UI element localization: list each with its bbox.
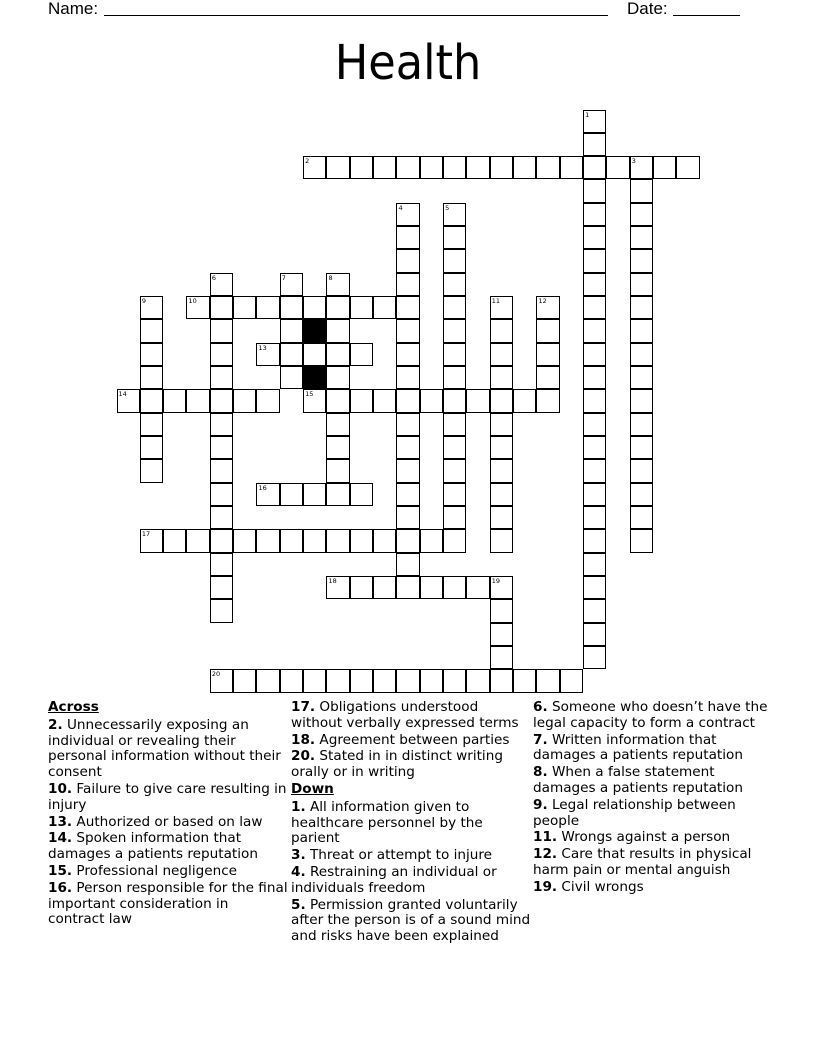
clue-down-5: 5. Permission granted voluntarily after the person is of a sound mind and risks have been explained	[291, 896, 531, 945]
crossword-cell[interactable]	[536, 343, 559, 366]
crossword-cell[interactable]	[420, 669, 443, 692]
crossword-cell[interactable]	[490, 506, 513, 529]
crossword-cell[interactable]	[630, 156, 653, 179]
crossword-cell[interactable]	[350, 296, 373, 319]
crossword-cell[interactable]	[583, 576, 606, 599]
clue-down-3: 3. Threat or attempt to injure	[291, 847, 493, 864]
crossword-cell[interactable]	[350, 389, 373, 412]
crossword-cell[interactable]	[280, 273, 303, 296]
clue-down-7: 7. Written information that damages a patients reputation	[533, 731, 743, 764]
crossword-cell[interactable]	[326, 576, 349, 599]
clue-across-14: 14. Spoken information that damages a patients reputation	[48, 830, 258, 863]
crossword-cell[interactable]	[256, 389, 279, 412]
clue-down-11: 11. Wrongs against a person	[533, 829, 731, 846]
crossword-cell[interactable]	[140, 319, 163, 342]
crossword-cell[interactable]	[443, 156, 466, 179]
crossword-cell[interactable]	[466, 669, 489, 692]
crossword-cell[interactable]	[256, 669, 279, 692]
crossword-cell[interactable]	[443, 249, 466, 272]
crossword-cell[interactable]	[443, 203, 466, 226]
crossword-cell[interactable]	[396, 203, 419, 226]
crossword-cell[interactable]	[630, 226, 653, 249]
crossword-cell[interactable]	[490, 413, 513, 436]
crossword-cell[interactable]	[420, 156, 443, 179]
crossword-cell[interactable]	[583, 296, 606, 319]
clue-number: 11	[491, 297, 501, 306]
crossword-cell[interactable]	[210, 669, 233, 692]
clue-down-6: 6. Someone who doesn’t have the legal capacity to form a contract	[533, 699, 768, 731]
clue-across-16: 16. Person responsible for the final important consideration in contract law	[48, 879, 288, 928]
crossword-cell[interactable]	[396, 576, 419, 599]
crossword-cell[interactable]	[490, 483, 513, 506]
crossword-cell[interactable]	[210, 599, 233, 622]
crossword-cell[interactable]	[583, 623, 606, 646]
crossword-cell[interactable]	[210, 343, 233, 366]
crossword-cell[interactable]	[326, 669, 349, 692]
crossword-cell[interactable]	[443, 389, 466, 412]
clue-number: 1	[585, 110, 590, 119]
crossword-cell[interactable]	[490, 343, 513, 366]
crossword-cell[interactable]	[490, 366, 513, 389]
crossword-cell[interactable]	[490, 646, 513, 669]
crossword-cell[interactable]	[210, 296, 233, 319]
crossword-cell[interactable]	[280, 669, 303, 692]
crossword-cell[interactable]	[583, 133, 606, 156]
crossword-cell[interactable]	[210, 576, 233, 599]
crossword-cell[interactable]	[303, 296, 326, 319]
clue-across-2: 2. Unnecessarily exposing an individual or revealing their personal information without their consent	[48, 716, 281, 781]
crossword-cell[interactable]	[583, 459, 606, 482]
clue-number: 10	[188, 297, 197, 306]
crossword-cell[interactable]	[210, 273, 233, 296]
crossword-cell[interactable]	[490, 599, 513, 622]
crossword-cell[interactable]	[560, 156, 583, 179]
crossword-cell[interactable]	[326, 273, 349, 296]
crossword-cell[interactable]	[490, 576, 513, 599]
crossword-cell[interactable]	[396, 343, 419, 366]
crossword-cell[interactable]	[583, 343, 606, 366]
crossword-cell[interactable]	[443, 366, 466, 389]
crossword-cell[interactable]	[630, 366, 653, 389]
crossword-cell[interactable]	[583, 646, 606, 669]
crossword-cell[interactable]	[630, 319, 653, 342]
down-heading: Down	[291, 780, 334, 797]
name-label: Name:	[48, 0, 99, 18]
crossword-cell[interactable]	[443, 273, 466, 296]
crossword-cell[interactable]	[490, 623, 513, 646]
crossword-cell[interactable]	[396, 273, 419, 296]
crossword-cell[interactable]	[256, 483, 279, 506]
crossword-cell[interactable]	[443, 226, 466, 249]
crossword-cell[interactable]	[443, 669, 466, 692]
crossword-cell[interactable]	[140, 343, 163, 366]
crossword-cell[interactable]	[443, 343, 466, 366]
crossword-cell[interactable]	[210, 553, 233, 576]
crossword-cell[interactable]	[560, 669, 583, 692]
crossword-cell[interactable]	[210, 389, 233, 412]
crossword-cell[interactable]	[186, 529, 209, 552]
crossword-cell[interactable]	[583, 529, 606, 552]
crossword-cell[interactable]	[583, 506, 606, 529]
black-cell	[303, 366, 326, 389]
crossword-cell[interactable]	[420, 529, 443, 552]
clue-number: 2	[305, 157, 310, 166]
clue-number: 15	[305, 390, 314, 399]
clue-number: 20	[211, 670, 221, 679]
crossword-cell[interactable]	[630, 459, 653, 482]
clue-across-17: 17. Obligations understood without verbally expressed terms	[291, 699, 519, 731]
crossword-cell[interactable]	[303, 156, 326, 179]
crossword-cell[interactable]	[280, 366, 303, 389]
clue-number: 14	[118, 390, 127, 399]
crossword-cell[interactable]	[536, 296, 559, 319]
crossword-cell[interactable]	[443, 436, 466, 459]
crossword-cell[interactable]	[420, 576, 443, 599]
crossword-cell[interactable]	[490, 389, 513, 412]
crossword-cell[interactable]	[396, 529, 419, 552]
crossword-cell[interactable]	[140, 389, 163, 412]
crossword-cell[interactable]	[303, 529, 326, 552]
crossword-cell[interactable]	[233, 389, 256, 412]
crossword-cell[interactable]	[117, 389, 140, 412]
crossword-cell[interactable]	[396, 413, 419, 436]
crossword-cell[interactable]	[373, 669, 396, 692]
crossword-cell[interactable]	[490, 529, 513, 552]
crossword-cell[interactable]	[443, 576, 466, 599]
clue-number: 3	[631, 157, 636, 166]
crossword-cell[interactable]	[443, 296, 466, 319]
crossword-cell[interactable]	[396, 553, 419, 576]
crossword-cell[interactable]	[630, 249, 653, 272]
crossword-cell[interactable]	[630, 203, 653, 226]
crossword-cell[interactable]	[280, 529, 303, 552]
clues-column-3	[533, 700, 773, 897]
crossword-cell[interactable]	[163, 389, 186, 412]
crossword-cell[interactable]	[466, 156, 489, 179]
across-heading: Across	[48, 699, 99, 715]
crossword-cell[interactable]	[583, 599, 606, 622]
crossword-cell[interactable]	[350, 156, 373, 179]
clue-number: 18	[328, 577, 337, 586]
crossword-cell[interactable]	[396, 296, 419, 319]
crossword-cell[interactable]	[163, 529, 186, 552]
crossword-cell[interactable]	[583, 553, 606, 576]
crossword-cell[interactable]	[186, 389, 209, 412]
crossword-cell[interactable]	[630, 529, 653, 552]
clue-across-15: 15. Professional negligence	[48, 862, 238, 879]
crossword-cell[interactable]	[396, 249, 419, 272]
crossword-cell[interactable]	[583, 273, 606, 296]
crossword-cell[interactable]	[606, 156, 629, 179]
crossword-cell[interactable]	[140, 436, 163, 459]
crossword-cell[interactable]	[490, 296, 513, 319]
crossword-cell[interactable]	[583, 319, 606, 342]
crossword-cell[interactable]	[303, 389, 326, 412]
crossword-cell[interactable]	[326, 529, 349, 552]
clue-number: 12	[538, 297, 547, 306]
crossword-cell[interactable]	[630, 179, 653, 202]
crossword-cell[interactable]	[396, 156, 419, 179]
crossword-cell[interactable]	[630, 343, 653, 366]
crossword-cell[interactable]	[140, 459, 163, 482]
date-label: Date:	[627, 0, 668, 18]
crossword-cell[interactable]	[326, 296, 349, 319]
crossword-cell[interactable]	[396, 483, 419, 506]
crossword-cell[interactable]	[583, 366, 606, 389]
crossword-cell[interactable]	[256, 343, 279, 366]
crossword-cell[interactable]	[630, 389, 653, 412]
clues-column-2	[291, 700, 531, 946]
crossword-cell[interactable]	[280, 343, 303, 366]
crossword-cell[interactable]	[373, 389, 396, 412]
crossword-cell[interactable]	[396, 389, 419, 412]
crossword-cell[interactable]	[326, 483, 349, 506]
crossword-cell[interactable]	[583, 156, 606, 179]
crossword-cell[interactable]	[350, 669, 373, 692]
clue-down-19: 19. Civil wrongs	[533, 878, 644, 895]
crossword-cell[interactable]	[373, 576, 396, 599]
crossword-cell[interactable]	[490, 436, 513, 459]
crossword-cell[interactable]	[466, 389, 489, 412]
crossword-cell[interactable]	[396, 319, 419, 342]
crossword-cell[interactable]	[233, 529, 256, 552]
crossword-cell[interactable]	[583, 413, 606, 436]
crossword-cell[interactable]	[233, 669, 256, 692]
crossword-cell[interactable]	[186, 296, 209, 319]
crossword-cell[interactable]	[420, 389, 443, 412]
crossword-cell[interactable]	[583, 389, 606, 412]
clue-number: 16	[258, 483, 267, 492]
crossword-cell[interactable]	[396, 226, 419, 249]
clue-down-4: 4. Restraining an individual or individuals freedom	[291, 863, 497, 896]
crossword-cell[interactable]	[326, 389, 349, 412]
clue-across-13: 13. Authorized or based on law	[48, 813, 263, 830]
crossword-cell[interactable]	[630, 506, 653, 529]
crossword-cell[interactable]	[326, 319, 349, 342]
crossword-cell[interactable]	[443, 319, 466, 342]
crossword-cell[interactable]	[396, 506, 419, 529]
crossword-cell[interactable]	[280, 319, 303, 342]
crossword-cell[interactable]	[303, 669, 326, 692]
crossword-cell[interactable]	[233, 296, 256, 319]
clue-across-20: 20. Stated in in distinct writing orally or in writing	[291, 748, 503, 781]
crossword-cell[interactable]	[350, 529, 373, 552]
crossword-cell[interactable]	[653, 156, 676, 179]
crossword-cell[interactable]	[583, 203, 606, 226]
crossword-cell[interactable]	[210, 366, 233, 389]
clue-number: 4	[398, 203, 403, 212]
crossword-cell[interactable]	[583, 249, 606, 272]
crossword-cell[interactable]	[210, 506, 233, 529]
crossword-cell[interactable]	[326, 413, 349, 436]
crossword-cell[interactable]	[443, 483, 466, 506]
crossword-cell[interactable]	[373, 529, 396, 552]
date-field-line[interactable]	[673, 15, 740, 16]
clue-number: 6	[211, 273, 216, 282]
crossword-cell[interactable]	[443, 413, 466, 436]
crossword-cell[interactable]	[396, 669, 419, 692]
crossword-cell[interactable]	[490, 156, 513, 179]
crossword-cell[interactable]	[490, 319, 513, 342]
clue-number: 13	[258, 343, 267, 352]
crossword-cell[interactable]	[630, 483, 653, 506]
crossword-cell[interactable]	[256, 529, 279, 552]
crossword-cell[interactable]	[513, 669, 536, 692]
crossword-cell[interactable]	[630, 273, 653, 296]
clue-across-10: 10. Failure to give care resulting in injury	[48, 780, 287, 813]
crossword-cell[interactable]	[583, 436, 606, 459]
crossword-cell[interactable]	[140, 296, 163, 319]
crossword-cell[interactable]	[210, 436, 233, 459]
crossword-cell[interactable]	[326, 436, 349, 459]
crossword-cell[interactable]	[583, 179, 606, 202]
crossword-cell[interactable]	[583, 110, 606, 133]
crossword-cell[interactable]	[326, 343, 349, 366]
crossword-cell[interactable]	[630, 436, 653, 459]
crossword-grid	[117, 110, 723, 700]
black-cell	[303, 319, 326, 342]
crossword-cell[interactable]	[350, 576, 373, 599]
crossword-cell[interactable]	[303, 343, 326, 366]
crossword-cell[interactable]	[326, 366, 349, 389]
crossword-cell[interactable]	[396, 436, 419, 459]
page-title: Health	[334, 35, 482, 91]
crossword-cell[interactable]	[210, 483, 233, 506]
crossword-cell[interactable]	[676, 156, 699, 179]
crossword-cell[interactable]	[490, 669, 513, 692]
crossword-cell[interactable]	[280, 483, 303, 506]
crossword-cell[interactable]	[536, 319, 559, 342]
clues-column-1	[48, 700, 288, 929]
crossword-cell[interactable]	[583, 226, 606, 249]
clue-down-1: 1. All information given to healthcare personnel by the parient	[291, 798, 483, 847]
name-field-line[interactable]	[104, 15, 608, 16]
crossword-cell[interactable]	[140, 529, 163, 552]
crossword-cell[interactable]	[443, 459, 466, 482]
clue-across-18: 18. Agreement between parties	[291, 731, 510, 748]
crossword-cell[interactable]	[513, 389, 536, 412]
crossword-cell[interactable]	[373, 156, 396, 179]
crossword-cell[interactable]	[396, 459, 419, 482]
crossword-cell[interactable]	[536, 156, 559, 179]
crossword-cell[interactable]	[536, 389, 559, 412]
clue-down-12: 12. Care that results in physical harm pain or mental anguish	[533, 846, 752, 878]
crossword-cell[interactable]	[140, 413, 163, 436]
crossword-cell[interactable]	[583, 483, 606, 506]
crossword-cell[interactable]	[256, 296, 279, 319]
clue-number: 5	[445, 203, 450, 212]
crossword-cell[interactable]	[210, 413, 233, 436]
clue-number: 7	[281, 273, 286, 282]
crossword-cell[interactable]	[396, 366, 419, 389]
crossword-cell[interactable]	[303, 483, 326, 506]
crossword-cell[interactable]	[490, 459, 513, 482]
crossword-cell[interactable]	[140, 366, 163, 389]
crossword-cell[interactable]	[373, 296, 396, 319]
crossword-cell[interactable]	[536, 366, 559, 389]
clue-down-9: 9. Legal relationship between people	[533, 796, 736, 829]
crossword-cell[interactable]	[280, 296, 303, 319]
crossword-cell[interactable]	[350, 343, 373, 366]
crossword-cell[interactable]	[466, 576, 489, 599]
crossword-cell[interactable]	[350, 483, 373, 506]
crossword-cell[interactable]	[210, 529, 233, 552]
clue-number: 19	[491, 577, 501, 586]
crossword-cell[interactable]	[326, 156, 349, 179]
clue-number: 9	[141, 297, 146, 306]
crossword-cell[interactable]	[536, 669, 559, 692]
crossword-cell[interactable]	[513, 156, 536, 179]
crossword-cell[interactable]	[630, 413, 653, 436]
crossword-cell[interactable]	[210, 319, 233, 342]
clue-number: 8	[328, 273, 333, 282]
crossword-cell[interactable]	[210, 459, 233, 482]
crossword-cell[interactable]	[443, 529, 466, 552]
crossword-cell[interactable]	[326, 459, 349, 482]
crossword-cell[interactable]	[630, 296, 653, 319]
crossword-cell[interactable]	[443, 506, 466, 529]
clue-number: 17	[141, 530, 151, 539]
clue-down-8: 8. When a false statement damages a patients reputation	[533, 764, 743, 796]
